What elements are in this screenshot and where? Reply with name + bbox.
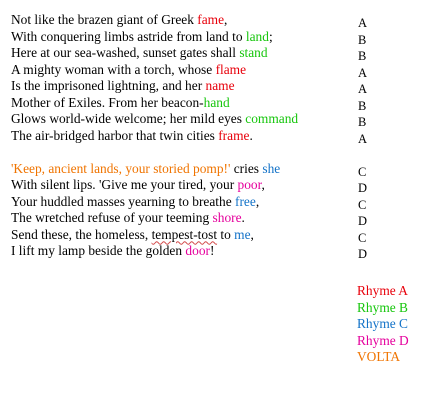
rhyme-scheme-letter: C [358, 164, 367, 179]
stanza-gap [11, 144, 341, 161]
spellcheck-flagged-word[interactable]: tempest-tost [151, 226, 218, 242]
rhyme-scheme-letter: D [358, 181, 368, 195]
rhyme-word: poor [237, 177, 262, 192]
poem-line: Your huddled masses yearning to breathe free, [11, 193, 260, 209]
rhyme-word: free [235, 193, 256, 209]
poem-line: Not like the brazen giant of Greek fame, [11, 12, 228, 27]
legend-rhyme-c: Rhyme C [357, 316, 408, 331]
rhyme-scheme-letter: B [358, 98, 367, 113]
stanza-gap [358, 147, 388, 164]
poem-line: The wretched refuse of your teeming shore. [11, 210, 245, 225]
rhyme-scheme-letter: B [358, 115, 367, 129]
rhyme-word: fame [197, 12, 225, 27]
poem-line: I lift my lamp beside the golden door! [11, 243, 215, 258]
volta-text: 'Keep, ancient lands, your storied pomp!' [11, 160, 231, 176]
legend-rhyme-d: Rhyme D [357, 332, 409, 348]
rhyme-word: flame [215, 61, 247, 77]
rhyme-scheme-letter: A [358, 16, 368, 30]
rhyme-scheme-letter: A [358, 131, 368, 146]
rhyme-scheme-letter: B [358, 49, 367, 63]
poem-line: Send these, the homeless, tempest-tost to me, [11, 226, 254, 242]
rhyme-scheme-letter: D [358, 214, 368, 228]
legend-rhyme-a: Rhyme A [357, 283, 408, 298]
rhyme-word: command [245, 111, 299, 126]
rhyme-word: stand [239, 45, 268, 60]
rhyme-word: hand [203, 94, 230, 110]
poem-line: With conquering limbs astride from land to land; [11, 28, 273, 44]
legend-rhyme-b: Rhyme B [357, 299, 408, 315]
rhyme-word: land [245, 28, 269, 44]
poem-line: Mother of Exiles. From her beacon-hand [11, 94, 230, 110]
color-legend [357, 283, 432, 366]
poem-line: Glows world-wide welcome; her mild eyes command [11, 111, 299, 126]
rhyme-word: she [262, 160, 281, 176]
rhyme-word: frame [218, 127, 250, 143]
rhyme-word: me [234, 226, 251, 242]
rhyme-scheme-column [358, 15, 388, 263]
rhyme-word: shore [212, 210, 242, 225]
rhyme-word: name [205, 78, 235, 93]
poem-line: With silent lips. 'Give me your tired, your poor, [11, 177, 265, 192]
rhyme-word: door [185, 243, 210, 258]
poem-line: The air-bridged harbor that twin cities frame. [11, 127, 253, 143]
poem [11, 12, 341, 260]
rhyme-scheme-letter: C [358, 197, 367, 212]
poem-line: 'Keep, ancient lands, your storied pomp!' cries she [11, 160, 281, 176]
rhyme-scheme-letter: A [358, 65, 368, 80]
poem-line: Is the imprisoned lightning, and her name [11, 78, 235, 93]
rhyme-scheme-letter: D [358, 247, 368, 261]
poem-line: A mighty woman with a torch, whose flame [11, 61, 247, 77]
poem-line: Here at our sea-washed, sunset gates shall stand [11, 45, 268, 60]
legend-volta: VOLTA [357, 349, 401, 364]
rhyme-scheme-letter: A [358, 82, 368, 96]
rhyme-scheme-letter: B [358, 32, 367, 47]
rhyme-scheme-letter: C [358, 230, 367, 245]
